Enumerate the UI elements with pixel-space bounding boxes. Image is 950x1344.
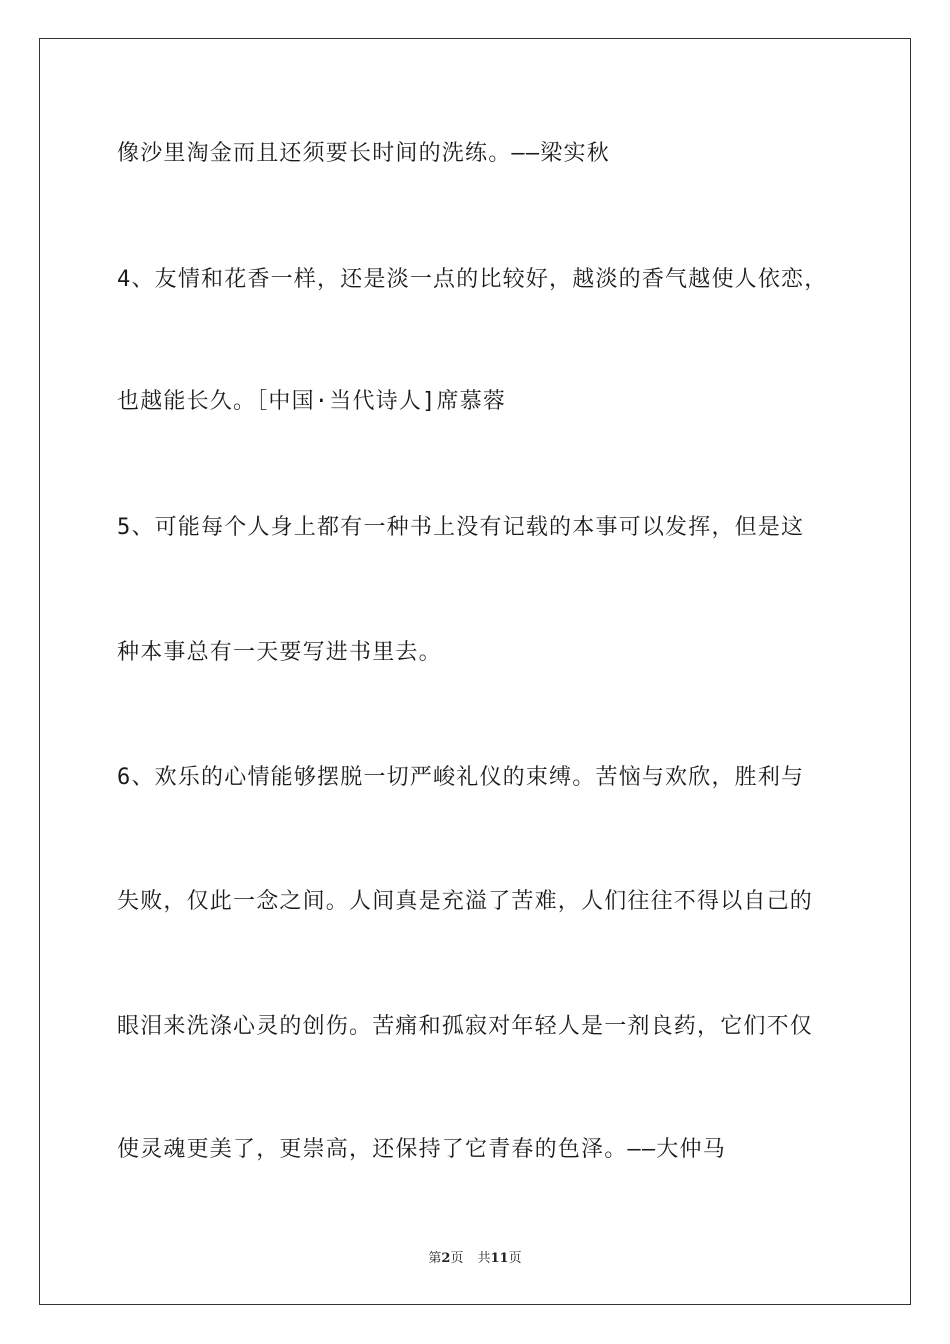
text-line-3: 也越能长久。［中国·当代诗人]席慕蓉 [117,389,507,414]
page-number: 2 [441,1251,451,1266]
total-suffix: 页 [508,1251,522,1266]
page-footer [0,1247,950,1266]
text-line-5: 种本事总有一天要写进书里去。 [117,640,442,665]
text-line-6: 6、欢乐的心情能够摆脱一切严峻礼仪的束缚。苦恼与欢欣，胜利与 [117,765,805,790]
text-line-2: 4、友情和花香一样，还是淡一点的比较好，越淡的香气越使人依恋， [117,267,828,292]
total-prefix: 共 [477,1251,491,1266]
text-line-9: 使灵魂更美了，更崇高，还保持了它青春的色泽。——大仲马 [117,1137,726,1162]
text-line-1: 像沙里淘金而且还须要长时间的洗练。——梁实秋 [117,141,610,166]
page-prefix: 第 [428,1251,442,1266]
page-border [39,38,911,1305]
total-pages: 11 [490,1251,509,1266]
text-line-4: 5、可能每个人身上都有一种书上没有记载的本事可以发挥，但是这 [117,515,805,540]
page-suffix: 页 [450,1251,464,1266]
text-line-7: 失败，仅此一念之间。人间真是充溢了苦难，人们往往不得以自己的 [117,889,814,914]
text-line-8: 眼泪来洗涤心灵的创伤。苦痛和孤寂对年轻人是一剂良药，它们不仅 [117,1014,814,1039]
